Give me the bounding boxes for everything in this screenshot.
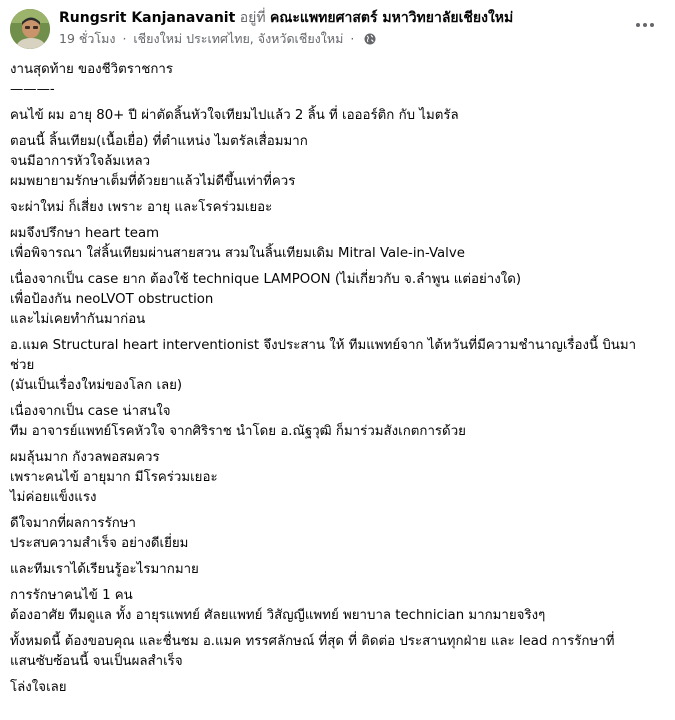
- post-text-line: ต้องอาศัย ทีมดูแล ทั้ง อายุรแพทย์ ศัลยแพทย์ วิสัญญีแพทย์ พยาบาล technician มากมายจริงๆ: [10, 608, 546, 623]
- meta-separator: ·: [350, 31, 355, 46]
- post-text-line: การรักษาคนไข้ 1 คน: [10, 588, 133, 603]
- post-text-line: (มันเป็นเรื่องใหม่ของโลก เลย): [10, 378, 183, 393]
- post-text-line: เนื่องจากเป็น case ยาก ต้องใช้ technique LAMPOON (ไม่เกี่ยวกับ จ.ลำพูน แต่อย่างใด): [10, 272, 522, 287]
- post-text-line: ผมจึงปรึกษา heart team: [10, 226, 160, 241]
- post-text-line: อ.แมค Structural heart interventionist จึงประสาน ให้ ทีมแพทย์จาก ไต้หวันที่มีความชำนาญเรื่องนี้ บินมา: [10, 338, 637, 353]
- author-line: [59, 9, 513, 28]
- post-text-line: เพราะคนไข้ อายุมาก มีโรคร่วมเยอะ: [10, 470, 218, 485]
- post-text-line: และไม่เคยทำกันมาก่อน: [10, 312, 146, 327]
- post-paragraph: [10, 60, 665, 100]
- globe-icon: [364, 32, 376, 49]
- post-text-line: เพื่อป้องกัน neoLVOT obstruction: [10, 292, 214, 307]
- post-text-line: ผมพยายามรักษาเต็มที่ด้วยยาแล้วไม่ดีขึ้นเท่าที่ควร: [10, 174, 296, 189]
- post-meta: [59, 30, 376, 49]
- post-text-line: ไม่ค่อยแข็งแรง: [10, 490, 97, 505]
- post-paragraph: [10, 336, 665, 396]
- post-text-line: ดีใจมากที่ผลการรักษา: [10, 516, 136, 531]
- more-dots-icon[interactable]: [631, 15, 659, 35]
- post-text-line: คนไข้ ผม อายุ 80+ ปี ผ่าตัดลิ้นหัวใจเทียมไปแล้ว 2 ลิ้น ที่ เอออร์ติก กับ ไมตรัล: [10, 108, 459, 123]
- post-text-line: ช่วย: [10, 358, 35, 373]
- post-paragraph: [10, 402, 665, 442]
- post-text-line: จนมีอาการหัวใจล้มเหลว: [10, 154, 151, 169]
- post-text-line: แสนซับซ้อนนี้ จนเป็นผลสำเร็จ: [10, 654, 183, 669]
- post-text-line: โล่งใจเลย: [10, 680, 67, 695]
- author-name[interactable]: Rungsrit Kanjanavanit: [59, 10, 236, 26]
- post-body: [10, 60, 665, 704]
- meta-separator: ·: [122, 31, 127, 46]
- post-time[interactable]: 19 ชั่วโมง: [59, 31, 116, 46]
- post-text-line: ตอนนี้ ลิ้นเทียม(เนื้อเยื่อ) ที่ตำแหน่ง ไมตรัลเสื่อมมาก: [10, 134, 308, 149]
- post-text-line: เนื่องจากเป็น case น่าสนใจ: [10, 404, 171, 419]
- post-paragraph: [10, 198, 665, 218]
- post-paragraph: [10, 106, 665, 126]
- post-text-line: ———-: [10, 82, 55, 97]
- post-paragraph: [10, 678, 665, 698]
- post-text-line: เพื่อพิจารณา ใส่ลิ้นเทียมผ่านสายสวน สวมในลิ้นเทียมเดิม Mitral Vale-in-Valve: [10, 246, 465, 261]
- post-paragraph: [10, 270, 665, 330]
- post-paragraph: [10, 632, 665, 672]
- post-location[interactable]: เชียงใหม่ ประเทศไทย, จังหวัดเชียงใหม่: [133, 31, 344, 46]
- at-label: อยู่ที่: [239, 10, 266, 26]
- post-text-line: จะผ่าใหม่ ก็เสี่ยง เพราะ อายุ และโรคร่วมเยอะ: [10, 200, 273, 215]
- post-text-line: ประสบความสำเร็จ อย่างดีเยี่ยม: [10, 536, 189, 551]
- post-text-line: ผมลุ้นมาก กังวลพอสมควร: [10, 450, 160, 465]
- post-paragraph: [10, 132, 665, 192]
- place-name[interactable]: คณะแพทยศาสตร์ มหาวิทยาลัยเชียงใหม่: [270, 10, 514, 26]
- post-paragraph: [10, 514, 665, 554]
- post-header: [10, 9, 675, 51]
- post-text-line: ทีม อาจารย์แพทย์โรคหัวใจ จากศิริราช นำโดย อ.ณัฐวุฒิ ก็มาร่วมสังเกตการด้วย: [10, 424, 466, 439]
- post-text-line: งานสุดท้าย ของชีวิตราชการ: [10, 62, 174, 77]
- avatar[interactable]: [10, 9, 50, 49]
- post-paragraph: [10, 448, 665, 508]
- post-paragraph: [10, 586, 665, 626]
- post-paragraph: [10, 224, 665, 264]
- post-text-line: ทั้งหมดนี้ ต้องขอบคุณ และชื่นชม อ.แมค ทรรศลักษณ์ ที่สุด ที่ ติดต่อ ประสานทุกฝ่าย และ lead การรักษาที่: [10, 634, 615, 649]
- post-text-line: และทีมเราได้เรียนรู้อะไรมากมาย: [10, 562, 199, 577]
- post-paragraph: [10, 560, 665, 580]
